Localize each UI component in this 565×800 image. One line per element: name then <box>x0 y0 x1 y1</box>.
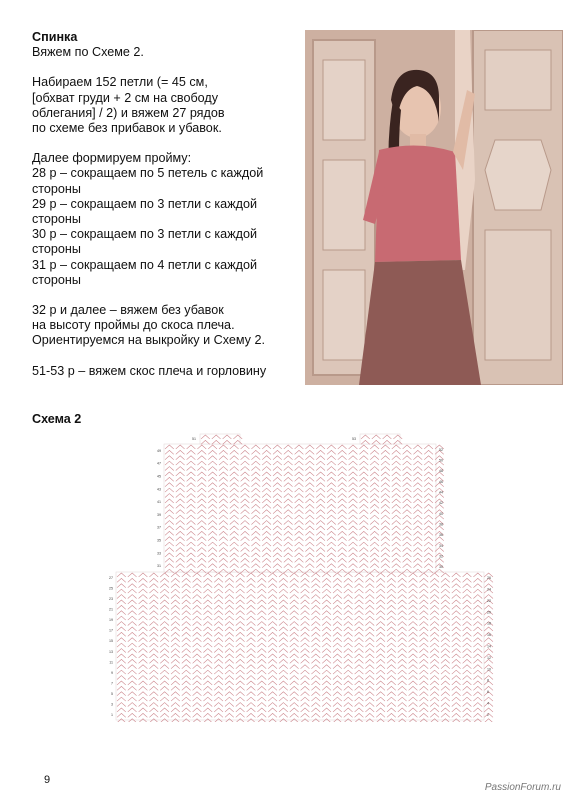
model-photo-illustration <box>305 30 563 385</box>
row-label: 27 <box>109 575 113 580</box>
chart-upper-block <box>164 444 444 573</box>
row-label: 34 <box>439 543 443 548</box>
instruction-line: [обхват груди + 2 см на свободу <box>32 90 219 105</box>
chart-shoulder-block <box>360 434 402 444</box>
row-label: 8 <box>487 678 489 683</box>
row-label: 20 <box>487 610 491 615</box>
spacer <box>32 136 294 151</box>
row-label: 50 <box>439 458 443 463</box>
row-label: 24 <box>487 587 491 592</box>
row-label: 14 <box>487 644 491 649</box>
row-label: 40 <box>439 511 443 516</box>
instruction-line: 32 р и далее – вяжем без убавок <box>32 303 224 318</box>
row-label: 21 <box>109 607 113 612</box>
row-label: 9 <box>111 670 113 675</box>
row-label: 15 <box>109 639 113 644</box>
instruction-line: 28 р – сокращаем по 5 петель с каждой <box>32 166 264 181</box>
spacer <box>32 349 294 364</box>
row-label: 22 <box>487 598 491 603</box>
row-label: 3 <box>111 702 113 707</box>
row-label: 26 <box>487 576 491 581</box>
row-label: 18 <box>487 621 491 626</box>
instruction-line: Ориентируемся на выкройку и Схему 2. <box>32 333 265 348</box>
instructions-text <box>32 30 294 379</box>
row-label: 43 <box>157 487 161 492</box>
row-label: 49 <box>157 448 161 453</box>
row-label: 5 <box>111 692 113 697</box>
chart-lower-block <box>116 572 493 722</box>
row-label: 53 <box>352 437 356 441</box>
row-label: 37 <box>157 525 161 530</box>
instruction-line: 51-53 р – вяжем скос плеча и горловину <box>32 363 267 378</box>
instruction-line: стороны <box>32 272 81 287</box>
row-label: 13 <box>109 649 113 654</box>
instruction-line: стороны <box>32 242 81 257</box>
instruction-line: стороны <box>32 181 81 196</box>
row-label: 35 <box>157 538 161 543</box>
row-label: 51 <box>192 437 196 441</box>
row-label: 52 <box>439 447 443 452</box>
instruction-line: Вяжем по Схеме 2. <box>32 45 144 60</box>
knitting-chart-svg <box>100 432 500 722</box>
row-label: 48 <box>439 469 443 474</box>
row-label: 6 <box>487 690 489 695</box>
row-label: 11 <box>109 660 113 665</box>
row-label: 30 <box>439 565 443 570</box>
page-number: 9 <box>44 774 51 786</box>
watermark: PassionForum.ru <box>484 782 561 793</box>
row-label: 17 <box>109 628 113 633</box>
instruction-line: 31 р – сокращаем по 4 петли с каждой <box>32 257 258 272</box>
chart-shoulder-block <box>200 434 242 444</box>
instruction-line: облегания] / 2) и вяжем 27 рядов <box>32 105 225 120</box>
row-label: 47 <box>157 461 161 466</box>
row-label: 45 <box>157 474 161 479</box>
row-label: 46 <box>439 479 443 484</box>
row-label: 32 <box>439 554 443 559</box>
row-label: 38 <box>439 522 443 527</box>
row-label: 39 <box>157 512 161 517</box>
section-title: Спинка <box>32 30 78 44</box>
row-label: 1 <box>111 713 113 718</box>
instruction-line: Далее формируем пройму: <box>32 151 192 166</box>
row-label: 19 <box>109 618 113 623</box>
spacer <box>32 288 294 303</box>
row-label: 31 <box>157 564 161 569</box>
instruction-line: по схеме без прибавок и убавок. <box>32 121 222 136</box>
row-label: 44 <box>439 490 443 495</box>
spacer <box>32 60 294 75</box>
scheme-title: Схема 2 <box>32 412 82 426</box>
row-label: 10 <box>487 667 491 672</box>
instruction-line: Набираем 152 петли (= 45 см, <box>32 75 208 90</box>
row-label: 33 <box>157 551 161 556</box>
row-label: 25 <box>109 586 113 591</box>
knitting-chart <box>100 432 500 722</box>
instruction-line: стороны <box>32 212 81 227</box>
model-photo <box>305 30 563 385</box>
row-label: 7 <box>111 681 113 686</box>
row-label: 2 <box>487 712 489 717</box>
row-label: 41 <box>157 500 161 505</box>
row-label: 12 <box>487 655 491 660</box>
instruction-line: на высоту проймы до скоса плеча. <box>32 318 235 333</box>
row-label: 42 <box>439 501 443 506</box>
row-label: 4 <box>487 701 489 706</box>
row-label: 36 <box>439 533 443 538</box>
instruction-line: 30 р – сокращаем по 3 петли с каждой <box>32 227 258 242</box>
row-label: 16 <box>487 633 491 638</box>
row-label: 23 <box>109 596 113 601</box>
instruction-line: 29 р – сокращаем по 3 петли с каждой <box>32 196 258 211</box>
